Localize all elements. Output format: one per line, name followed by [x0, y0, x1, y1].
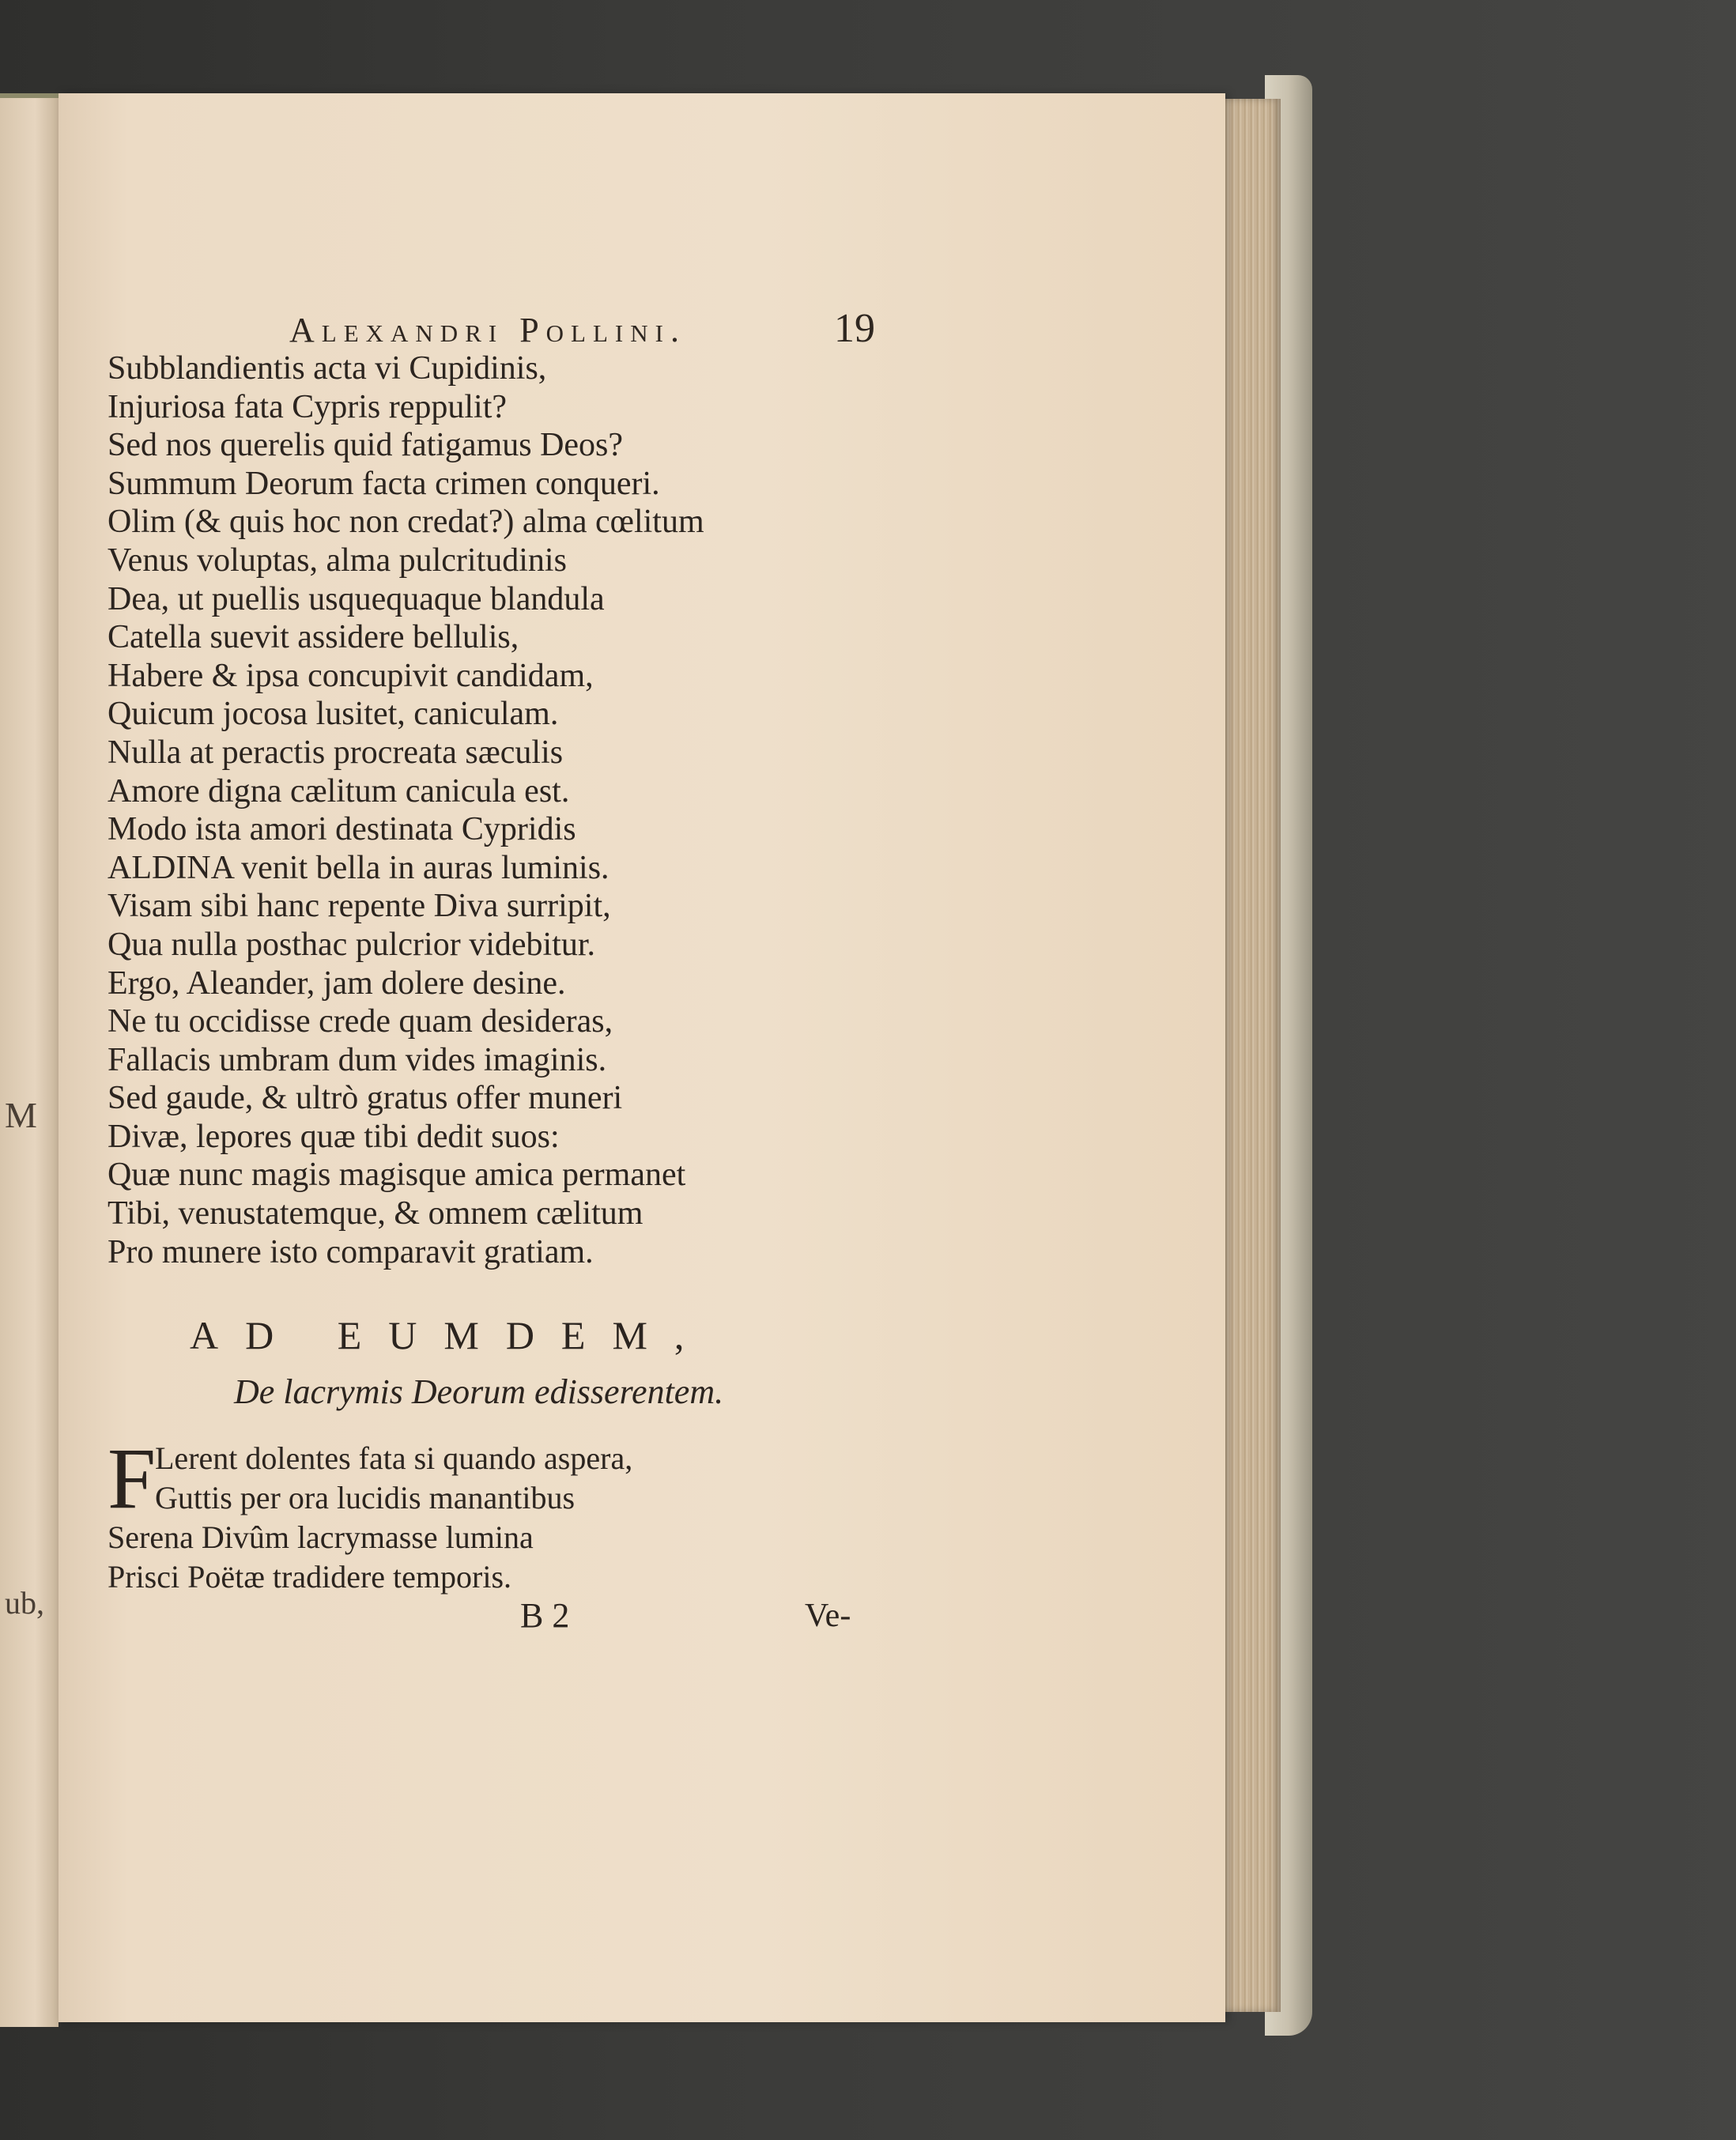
verse-line: Summum Deorum facta crimen conqueri.	[108, 465, 660, 502]
verse-line: Habere & ipsa concupivit candidam,	[108, 657, 594, 694]
running-head: Alexandri Pollini.	[289, 311, 686, 349]
facing-page-fragment: ub,	[5, 1585, 44, 1621]
verse-line: Catella suevit assidere bellulis,	[108, 619, 519, 656]
verse-line: Ne tu occidisse crede quam desideras,	[108, 1003, 613, 1040]
verse-line: ALDINA venit bella in auras luminis.	[108, 849, 609, 886]
verse-line: Qua nulla posthac pulcrior videbitur.	[108, 926, 596, 963]
verse-line: Quæ nunc magis magisque amica permanet	[108, 1157, 686, 1194]
verse-line: Modo ista amori destinata Cypridis	[108, 811, 576, 848]
verse-line: Guttis per ora lucidis manantibus	[155, 1480, 576, 1515]
verse-line: Tibi, venustatemque, & omnem cælitum	[108, 1195, 643, 1232]
verse-line: Divæ, lepores quæ tibi dedit suos:	[108, 1118, 560, 1155]
verse-line: Sed nos querelis quid fatigamus Deos?	[108, 427, 624, 464]
verse-line: Olim (& quis hoc non credat?) alma cœlitum	[108, 504, 704, 541]
poem-1	[108, 349, 704, 1271]
verse-line: Fallacis umbram dum vides imaginis.	[108, 1041, 607, 1078]
facing-page	[0, 93, 58, 2027]
signature-mark: B 2	[520, 1596, 570, 1635]
verse-line: Amore digna cælitum canicula est.	[108, 772, 570, 810]
verse-line: Pro munere isto comparavit gratiam.	[108, 1233, 594, 1270]
poem-2-opening	[155, 1439, 632, 1518]
page-number: 19	[834, 306, 875, 351]
verse-line: Visam sibi hanc repente Diva surripit,	[108, 888, 611, 925]
verse-line: Ergo, Aleander, jam dolere desine.	[108, 964, 566, 1002]
verse-line: Subblandientis acta vi Cupidinis,	[108, 350, 547, 387]
verse-line: Nulla at peractis procreata sæculis	[108, 734, 564, 771]
catchword: Ve-	[805, 1598, 851, 1634]
poem-2	[108, 1518, 534, 1597]
section-subheading: De lacrymis Deorum edisserentem.	[234, 1372, 724, 1411]
verse-line: Venus voluptas, alma pulcritudinis	[108, 542, 567, 579]
verse-line: Serena Divûm lacrymasse lumina	[108, 1519, 534, 1555]
verse-line: Quicum jocosa lusitet, caniculam.	[108, 696, 559, 733]
section-heading: AD EUMDEM,	[190, 1313, 711, 1357]
page-edges	[1217, 99, 1281, 2012]
verse-line: Injuriosa fata Cypris reppulit?	[108, 388, 508, 425]
verse-line: Prisci Poëtæ tradidere temporis.	[108, 1559, 512, 1595]
drop-capital: F	[108, 1430, 157, 1527]
verse-line: Sed gaude, & ultrò gratus offer muneri	[108, 1080, 623, 1117]
facing-page-fragment: M	[5, 1095, 37, 1135]
verse-line: Dea, ut puellis usquequaque blandula	[108, 580, 605, 617]
verse-line: Lerent dolentes fata si quando aspera,	[155, 1440, 633, 1476]
